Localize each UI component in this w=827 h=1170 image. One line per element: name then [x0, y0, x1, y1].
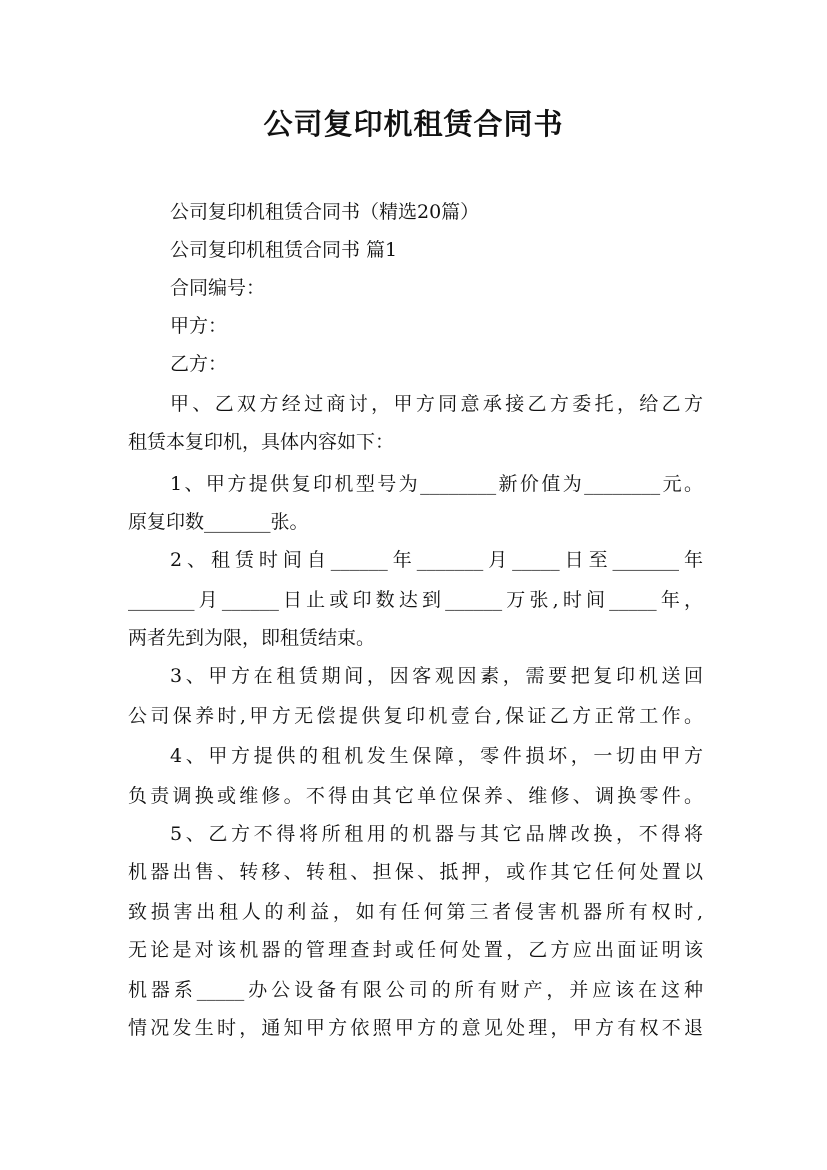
paragraph-line: 机器系_____办公设备有限公司的所有财产，并应该在这种 — [128, 979, 703, 1001]
paragraph-line: 负责调换或维修。不得由其它单位保养、维修、调换零件。 — [128, 785, 703, 807]
paragraph-line: 机器出售、转移、转租、担保、抵押，或作其它任何处置以 — [128, 861, 703, 883]
paragraph-line: 无论是对该机器的管理查封或任何处置，乙方应出面证明该 — [128, 939, 703, 961]
paragraph-line: 2、租赁时间自______年_______月_____日至_______年 — [170, 549, 703, 571]
paragraph-line: 原复印数_______张。 — [128, 511, 309, 533]
paragraph-line: 4、甲方提供的租机发生保障，零件损坏，一切由甲方 — [170, 745, 703, 767]
party-b-label: 乙方： — [170, 353, 228, 375]
document-title: 公司复印机租赁合同书 — [263, 107, 564, 141]
paragraph-line: 租赁本复印机，具体内容如下： — [128, 431, 395, 453]
contract-number-label: 合同编号： — [170, 277, 266, 299]
paragraph-line: 甲、乙双方经过商讨，甲方同意承接乙方委托，给乙方 — [170, 393, 703, 415]
party-a-label: 甲方： — [170, 315, 228, 337]
paragraph-line: _______月______日止或印数达到______万张,时间_____年， — [128, 589, 703, 611]
paragraph-line: 两者先到为限，即租赁结束。 — [128, 627, 376, 649]
paragraph-line: 3、甲方在租赁期间，因客观因素，需要把复印机送回 — [170, 665, 703, 687]
paragraph-line: 5、乙方不得将所租用的机器与其它品牌改换，不得将 — [170, 823, 703, 845]
subtitle-line: 公司复印机租赁合同书（精选20篇） — [170, 201, 480, 223]
paragraph-line: 致损害出租人的利益，如有任何第三者侵害机器所有权时, — [128, 901, 703, 923]
paragraph-line: 情况发生时，通知甲方依照甲方的意见处理，甲方有权不退 — [128, 1017, 703, 1039]
paragraph-line: 1、甲方提供复印机型号为________新价值为________元。 — [170, 473, 703, 495]
section-heading: 公司复印机租赁合同书 篇1 — [170, 239, 398, 261]
paragraph-line: 公司保养时,甲方无偿提供复印机壹台,保证乙方正常工作。 — [128, 705, 703, 727]
